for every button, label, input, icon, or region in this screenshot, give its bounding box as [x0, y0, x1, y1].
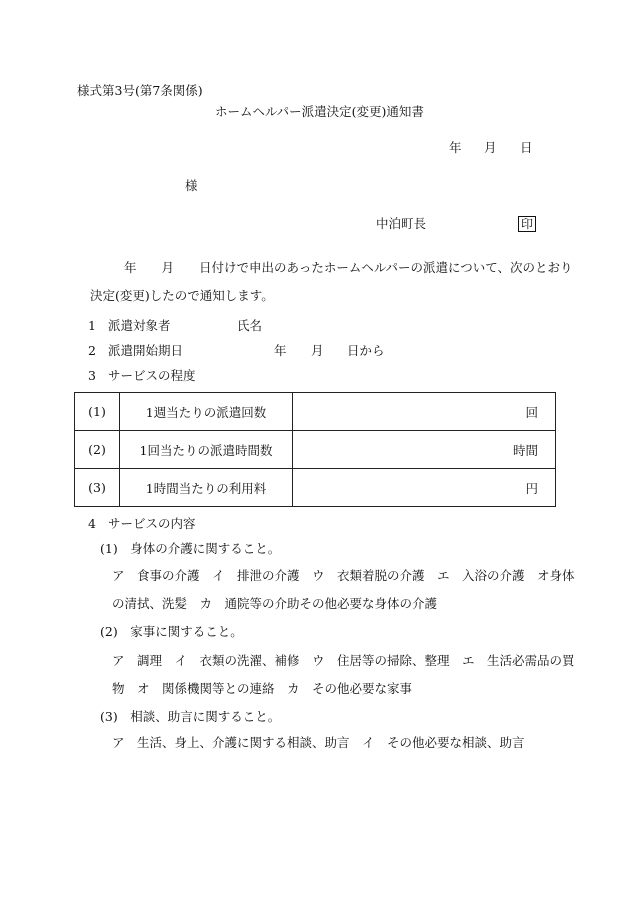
item1-label: 派遣対象者: [108, 318, 171, 333]
row-item: 1時間当たりの利用料: [120, 469, 293, 507]
content2-line2: 物 オ 関係機関等との連絡 カ その他必要な家事: [112, 681, 413, 696]
row-unit: 時間: [293, 431, 556, 469]
item2-day-suffix: 日から: [347, 343, 385, 358]
body-text-line1: 年 月 日付けで申出のあったホームヘルパーの派遣について、次のとおり: [124, 260, 573, 275]
content3-line1: ア 生活、身上、介護に関する相談、助言 イ その他必要な相談、助言: [112, 735, 525, 750]
item2-year-label: 年: [274, 343, 287, 358]
content2-line1: ア 調理 イ 衣類の洗濯、補修 ウ 住居等の掃除、整理 エ 生活必需品の買: [112, 653, 575, 668]
item2-label: 派遣開始期日: [108, 343, 184, 358]
item1-name-label: 氏名: [237, 318, 263, 333]
date-month-label: 月: [484, 140, 497, 155]
issuer-name: 中泊町長: [376, 216, 427, 231]
item2-month-label: 月: [311, 343, 324, 358]
seal-label: 印: [518, 216, 536, 232]
row-number: (3): [75, 469, 120, 507]
content3-heading: (3) 相談、助言に関すること。: [100, 709, 281, 724]
seal-mark: [518, 216, 536, 232]
service-level-table: [74, 392, 556, 507]
row-number: (2): [75, 431, 120, 469]
item2-number: 2: [88, 343, 96, 358]
table-row: [75, 431, 556, 469]
row-number: (1): [75, 393, 120, 431]
content1-heading: (1) 身体の介護に関すること。: [100, 541, 281, 556]
table-row: [75, 469, 556, 507]
content1-line2: の清拭、洗髪 カ 通院等の介助その他必要な身体の介護: [112, 596, 438, 611]
body-text-line2: 決定(変更)したので通知します。: [90, 288, 274, 303]
addressee-honorific: 様: [185, 178, 198, 193]
content2-heading: (2) 家事に関すること。: [100, 624, 243, 639]
item3-number: 3: [88, 368, 96, 383]
item4-number: 4: [88, 516, 96, 531]
row-unit: 回: [293, 393, 556, 431]
date-day-label: 日: [520, 140, 533, 155]
item1-number: 1: [88, 318, 96, 333]
date-year-label: 年: [449, 140, 462, 155]
row-unit: 円: [293, 469, 556, 507]
content1-line1: ア 食事の介護 イ 排泄の介護 ウ 衣類着脱の介護 エ 入浴の介護 オ身体: [112, 568, 575, 583]
item3-label: サービスの程度: [108, 368, 196, 383]
form-number: 様式第3号(第7条関係): [77, 83, 203, 98]
row-item: 1週当たりの派遣回数: [120, 393, 293, 431]
item4-label: サービスの内容: [108, 516, 196, 531]
document-title: ホームヘルパー派遣決定(変更)通知書: [215, 104, 424, 119]
table-row: [75, 393, 556, 431]
row-item: 1回当たりの派遣時間数: [120, 431, 293, 469]
